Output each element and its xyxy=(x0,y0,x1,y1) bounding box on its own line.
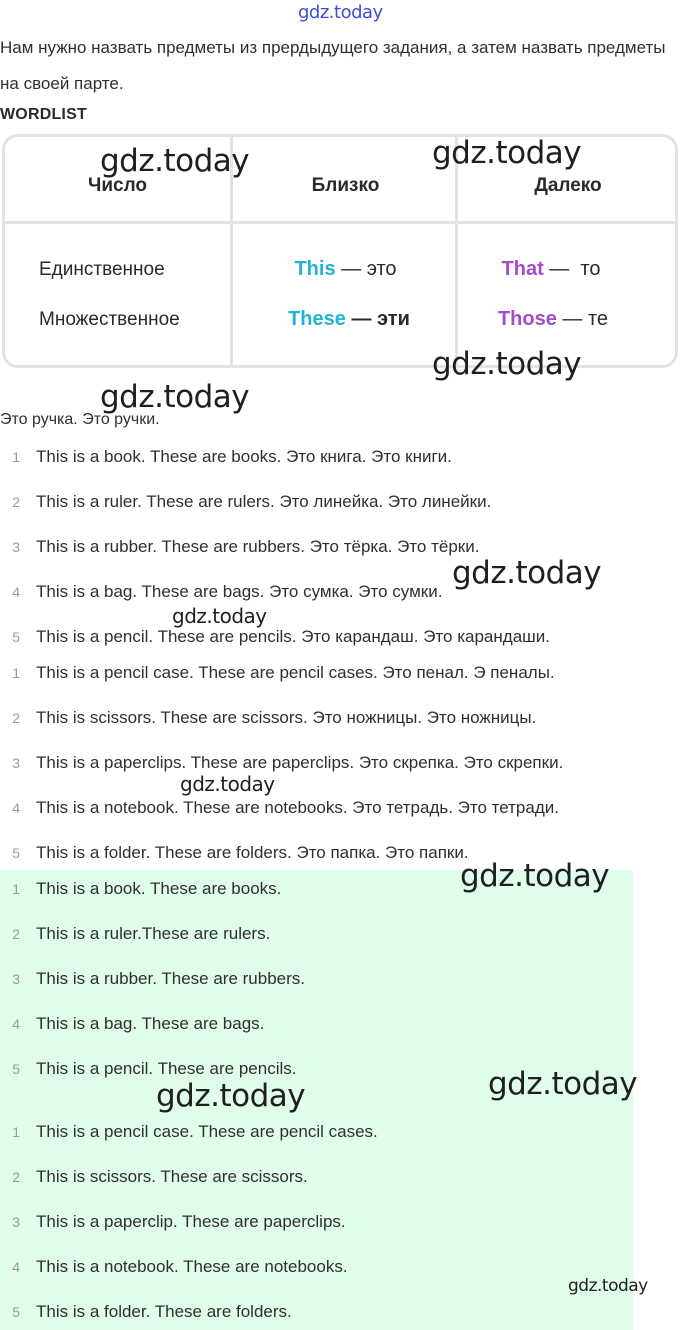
watermark: gdz.today xyxy=(156,1078,306,1114)
watermark-top: gdz.today xyxy=(298,2,383,23)
watermark: gdz.today xyxy=(100,379,250,415)
column-divider xyxy=(230,224,233,368)
list-item xyxy=(0,1014,264,1036)
watermark: gdz.today xyxy=(568,1276,648,1296)
list-item xyxy=(0,537,479,559)
item-number: 2 xyxy=(12,926,20,942)
watermark: gdz.today xyxy=(180,772,275,796)
item-text: This is a pencil case. These are pencil cases. Это пенал. Э пеналы. xyxy=(36,663,555,682)
item-text: This is a rubber. These are rubbers. Это тёрка. Это тёрки. xyxy=(36,537,480,556)
item-number: 5 xyxy=(12,1061,20,1077)
item-text: This is scissors. These are scissors. xyxy=(36,1167,308,1186)
list-item xyxy=(0,1212,346,1234)
header-far: Далеко xyxy=(534,175,602,196)
task-instruction: Нам нужно назвать предметы из прердыдущего задания, а затем назвать предметы на своей парте. xyxy=(0,38,666,93)
item-text: This is a notebook. These are notebooks. Это тетрадь. Это тетради. xyxy=(36,798,559,817)
list-item xyxy=(0,1167,308,1189)
list-item xyxy=(0,1122,378,1144)
header-near: Близко xyxy=(311,175,380,196)
item-text: This is a book. These are books. xyxy=(36,879,282,898)
item-number: 1 xyxy=(12,665,20,681)
translation-those: — те xyxy=(556,308,609,330)
item-text: This is a pencil. These are pencils. xyxy=(36,1059,297,1078)
item-text: This is a notebook. These are notebooks. xyxy=(36,1257,348,1276)
translation-these: — эти xyxy=(345,308,410,330)
list-item xyxy=(0,708,536,730)
list-item xyxy=(0,447,452,469)
list-item xyxy=(0,843,469,865)
watermark: gdz.today xyxy=(460,858,610,894)
list-item xyxy=(0,798,559,820)
item-number: 5 xyxy=(12,629,20,645)
item-number: 4 xyxy=(12,800,20,816)
row-label-plural: Множественное xyxy=(39,309,180,330)
item-number: 3 xyxy=(12,539,20,555)
item-text: This is a book. These are books. Это книга. Это книги. xyxy=(36,447,452,466)
item-text: This is scissors. These are scissors. Это ножницы. Это ножницы. xyxy=(36,708,537,727)
list-item xyxy=(0,627,550,649)
item-text: This is a paperclip. These are paperclips. xyxy=(36,1212,346,1231)
list-item xyxy=(0,1257,348,1279)
translation-this: — это xyxy=(335,258,397,280)
item-text: This is a pencil case. These are pencil cases. xyxy=(36,1122,378,1141)
list-item xyxy=(0,879,281,901)
item-text: This is a paperclips. These are paperclips. Это скрепка. Это скрепки. xyxy=(36,753,564,772)
item-number: 2 xyxy=(12,710,20,726)
word-that: That xyxy=(501,258,544,280)
list-item xyxy=(0,582,442,604)
item-number: 5 xyxy=(12,845,20,861)
row-label-singular: Единственное xyxy=(39,259,165,280)
watermark: gdz.today xyxy=(432,346,582,382)
item-number: 3 xyxy=(12,971,20,987)
word-these: These xyxy=(288,308,346,330)
example-sentence: Это ручка. Это ручки. xyxy=(0,411,160,428)
list-item xyxy=(0,753,563,775)
translation-that: — то xyxy=(543,258,601,280)
word-those: Those xyxy=(497,308,557,330)
item-text: This is a folder. These are folders. Это папка. Это папки. xyxy=(36,843,469,862)
item-number: 1 xyxy=(12,881,20,897)
item-number: 4 xyxy=(12,584,20,600)
item-number: 4 xyxy=(12,1016,20,1032)
item-number: 3 xyxy=(12,1214,20,1230)
list-item xyxy=(0,1302,292,1324)
item-number: 2 xyxy=(12,1169,20,1185)
watermark: gdz.today xyxy=(452,555,602,591)
item-text: This is a pencil. These are pencils. Это карандаш. Это карандаши. xyxy=(36,627,551,646)
item-number: 3 xyxy=(12,755,20,771)
list-item xyxy=(0,969,305,991)
watermark: gdz.today xyxy=(172,604,267,628)
list-item xyxy=(0,924,270,946)
item-text: This is a folder. These are folders. xyxy=(36,1302,292,1321)
wordlist-title: WORDLIST xyxy=(0,106,87,123)
item-number: 4 xyxy=(12,1259,20,1275)
singular-far xyxy=(458,258,644,281)
item-number: 1 xyxy=(12,449,20,465)
plural-near xyxy=(233,308,465,331)
plural-far xyxy=(458,308,648,331)
item-number: 1 xyxy=(12,1124,20,1140)
item-text: This is a bag. These are bags. Это сумка. Это сумки. xyxy=(36,582,443,601)
watermark: gdz.today xyxy=(488,1066,638,1102)
list-item xyxy=(0,663,555,685)
watermark: gdz.today xyxy=(100,143,250,179)
item-number: 5 xyxy=(12,1304,20,1320)
item-text: This is a ruler. These are rulers. Это линейка. Это линейки. xyxy=(36,492,492,511)
singular-near xyxy=(233,258,458,281)
item-text: This is a ruler.These are rulers. xyxy=(36,924,271,943)
item-number: 2 xyxy=(12,494,20,510)
watermark: gdz.today xyxy=(432,135,582,171)
word-this: This xyxy=(294,258,336,280)
item-text: This is a rubber. These are rubbers. xyxy=(36,969,305,988)
header-number: Число xyxy=(87,175,148,196)
list-item xyxy=(0,492,491,514)
item-text: This is a bag. These are bags. xyxy=(36,1014,265,1033)
